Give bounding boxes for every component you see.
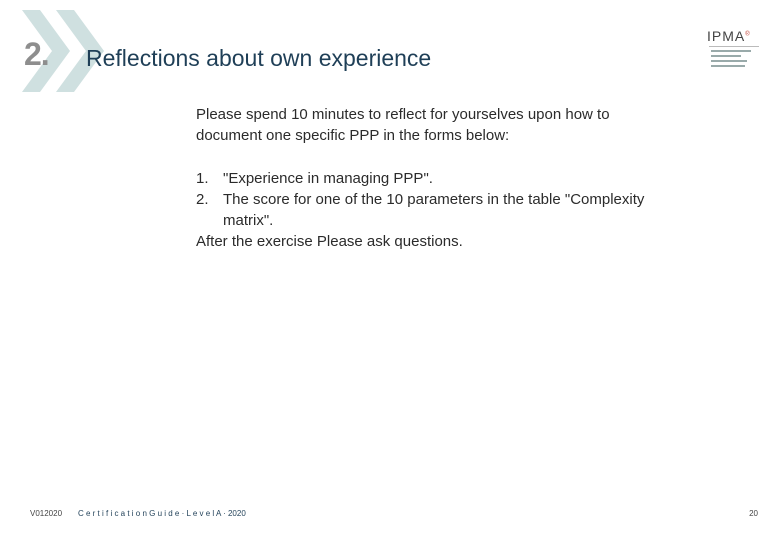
list-item-text: "Experience in managing PPP". (223, 170, 433, 187)
section-number: 2. (24, 36, 49, 72)
page-title: Reflections about own experience (86, 45, 432, 71)
logo-text: IPMA (707, 28, 746, 44)
intro-paragraph: Please spend 10 minutes to reflect for yourselves upon how to document one specific PPP in the forms below: (196, 106, 610, 144)
footer-version: V012020 (30, 509, 63, 518)
list-item (196, 189, 666, 231)
slide-body (196, 104, 666, 252)
ipma-logo (707, 28, 763, 72)
logo-registered-mark: ® (745, 31, 751, 38)
page-number: 20 (749, 509, 758, 518)
list-item-number: 2. (196, 191, 209, 208)
list-item-number: 1. (196, 170, 209, 187)
instruction-list (196, 168, 666, 231)
list-item-text: The score for one of the 10 parameters in the table "Complexity matrix". (223, 191, 645, 229)
closing-paragraph: After the exercise Please ask questions. (196, 233, 463, 250)
list-item (196, 168, 666, 189)
footer-title: C e r t i f i c a t i o n G u i d e · L e v e l A · 2020 (78, 509, 246, 518)
